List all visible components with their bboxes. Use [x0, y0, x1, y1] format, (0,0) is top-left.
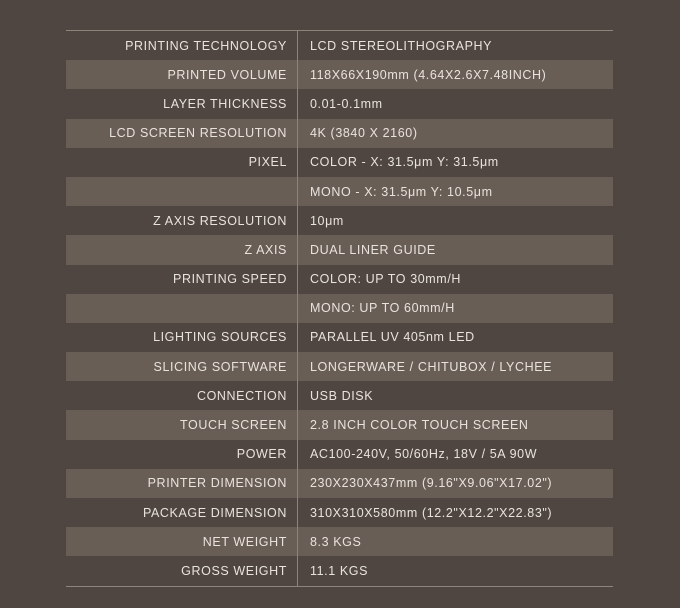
spec-label: PIXEL	[248, 155, 287, 170]
spec-label: POWER	[236, 447, 287, 462]
spec-label	[66, 177, 297, 206]
spec-label: Z AXIS	[244, 242, 287, 257]
spec-row	[66, 148, 613, 177]
spec-value: DUAL LINER GUIDE	[310, 242, 436, 257]
spec-value: 11.1 KGS	[310, 563, 369, 578]
spec-value: MONO - X: 31.5μm Y: 10.5μm	[310, 184, 493, 199]
spec-label: SLICING SOFTWARE	[153, 359, 287, 374]
spec-row	[66, 206, 613, 235]
spec-row	[66, 31, 613, 60]
spec-label: TOUCH SCREEN	[180, 418, 287, 433]
spec-label: Z AXIS RESOLUTION	[153, 213, 287, 228]
spec-value: MONO: UP TO 60mm/H	[310, 301, 455, 316]
spec-row	[66, 556, 613, 585]
spec-row	[66, 469, 613, 498]
spec-value: 8.3 KGS	[310, 534, 362, 549]
spec-label: GROSS WEIGHT	[181, 563, 287, 578]
spec-row	[66, 235, 613, 264]
spec-row	[66, 119, 613, 148]
spec-value: 0.01-0.1mm	[310, 96, 383, 111]
spec-label	[66, 294, 297, 323]
spec-row	[66, 60, 613, 89]
spec-value: 230X230X437mm (9.16"X9.06"X17.02")	[310, 476, 553, 491]
spec-value: LONGERWARE / CHITUBOX / LYCHEE	[310, 359, 553, 374]
spec-value: PARALLEL UV 405nm LED	[310, 330, 475, 345]
spec-value: 4K (3840 X 2160)	[310, 126, 418, 141]
spec-value: COLOR - X: 31.5μm Y: 31.5μm	[310, 155, 499, 170]
spec-row	[66, 323, 613, 352]
spec-value: COLOR: UP TO 30mm/H	[310, 272, 462, 287]
spec-label: PRINTED VOLUME	[167, 67, 287, 82]
spec-label: PRINTING SPEED	[173, 272, 287, 287]
spec-row	[66, 527, 613, 556]
spec-table	[66, 30, 613, 587]
spec-row	[66, 89, 613, 118]
spec-row	[66, 498, 613, 527]
spec-label: LAYER THICKNESS	[163, 96, 287, 111]
spec-value: 2.8 INCH COLOR TOUCH SCREEN	[310, 418, 529, 433]
spec-row	[66, 177, 613, 206]
spec-value: 310X310X580mm (12.2"X12.2"X22.83")	[310, 505, 553, 520]
spec-row	[66, 294, 613, 323]
spec-label: PACKAGE DIMENSION	[142, 505, 287, 520]
spec-label: LIGHTING SOURCES	[153, 330, 287, 345]
spec-value: AC100-240V, 50/60Hz, 18V / 5A 90W	[310, 447, 538, 462]
spec-row	[66, 381, 613, 410]
spec-row	[66, 352, 613, 381]
spec-label: PRINTING TECHNOLOGY	[125, 38, 287, 53]
spec-row	[66, 410, 613, 439]
spec-value: LCD STEREOLITHOGRAPHY	[310, 38, 493, 53]
spec-value: 118X66X190mm (4.64X2.6X7.48INCH)	[310, 67, 547, 82]
spec-label: CONNECTION	[196, 388, 287, 403]
spec-row	[66, 440, 613, 469]
spec-value: USB DISK	[310, 388, 374, 403]
spec-label: LCD SCREEN RESOLUTION	[109, 126, 287, 141]
spec-value: 10μm	[310, 213, 344, 228]
spec-label: NET WEIGHT	[202, 534, 287, 549]
spec-row	[66, 265, 613, 294]
spec-label: PRINTER DIMENSION	[147, 476, 287, 491]
